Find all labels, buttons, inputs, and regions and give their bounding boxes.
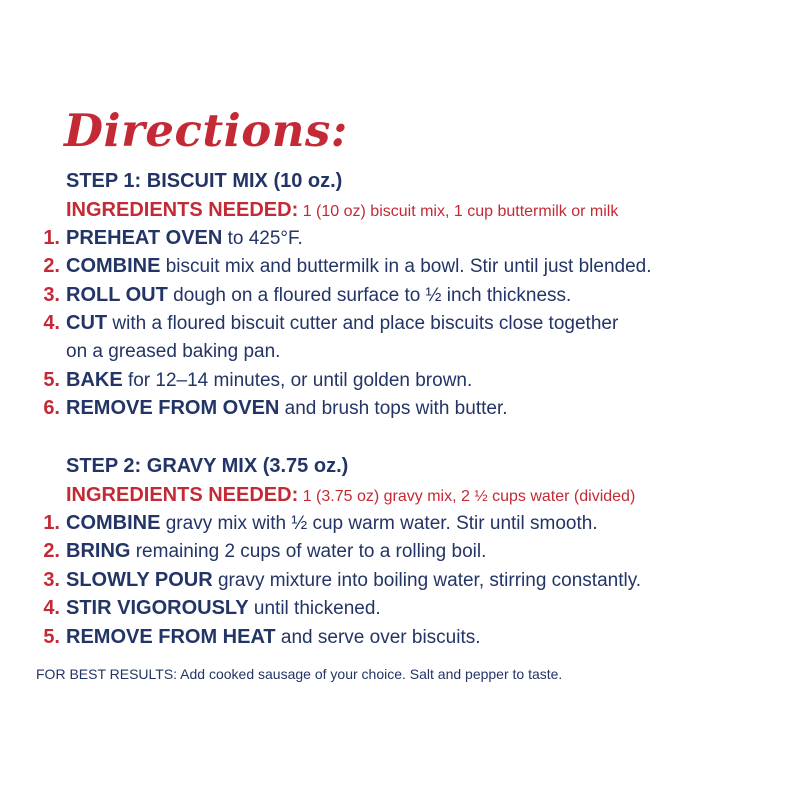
- step-description: until thickened.: [253, 598, 381, 619]
- step-description: and brush tops with butter.: [284, 398, 508, 419]
- step-number: 5.: [43, 626, 60, 648]
- step-description: biscuit mix and buttermilk in a bowl. Stir until just blended.: [165, 256, 652, 277]
- step-keyword: COMBINE: [66, 512, 161, 534]
- step2-item-5: [0, 626, 800, 655]
- step-number: 4.: [43, 597, 60, 619]
- step-text: [66, 227, 303, 250]
- step-keyword: CUT: [66, 312, 108, 334]
- step2-ingredients-label: INGREDIENTS NEEDED:: [66, 484, 299, 506]
- step-text: [66, 569, 641, 592]
- step-text: [66, 597, 381, 620]
- step-description: gravy mix with ½ cup warm water. Stir until smooth.: [165, 513, 598, 534]
- step1-item-4: [0, 312, 800, 341]
- step-keyword: SLOWLY POUR: [66, 569, 213, 591]
- step-description: and serve over biscuits.: [280, 627, 481, 648]
- step-description: remaining 2 cups of water to a rolling boil.: [135, 541, 487, 562]
- step-keyword: BAKE: [66, 369, 123, 391]
- step-number: 3.: [43, 284, 60, 306]
- step2-ingredients-text: 1 (3.75 oz) gravy mix, 2 ½ cups water (divided): [302, 488, 636, 505]
- step-number: 3.: [43, 569, 60, 591]
- step-keyword: BRING: [66, 540, 131, 562]
- step1-item-5: [0, 369, 800, 398]
- step1-ingredients-text: 1 (10 oz) biscuit mix, 1 cup buttermilk or milk: [302, 203, 619, 220]
- step1-title: STEP 1: BISCUIT MIX (10 oz.): [66, 170, 343, 192]
- step-text: [66, 312, 618, 335]
- step-text: [66, 512, 598, 535]
- step2-ingredients: [66, 484, 635, 507]
- step1-item-3: [0, 284, 800, 313]
- step-text: [66, 540, 486, 563]
- step-text: [66, 284, 571, 307]
- step1-item-4-continuation: on a greased baking pan.: [66, 341, 281, 362]
- directions-heading: Directions:: [64, 104, 348, 157]
- step-number: 1.: [43, 227, 60, 249]
- step1-item-2: [0, 255, 800, 284]
- step-text: [66, 626, 481, 649]
- step2-title: STEP 2: GRAVY MIX (3.75 oz.): [66, 455, 349, 477]
- step-number: 2.: [43, 540, 60, 562]
- step1-item-1: [0, 227, 800, 256]
- step-description: for 12–14 minutes, or until golden brown.: [127, 370, 473, 391]
- step-number: 2.: [43, 255, 60, 277]
- step-description: dough on a floured surface to ½ inch thickness.: [173, 285, 572, 306]
- step-description: gravy mixture into boiling water, stirring constantly.: [217, 570, 642, 591]
- step-number: 1.: [43, 512, 60, 534]
- step-number: 6.: [43, 397, 60, 419]
- step-keyword: ROLL OUT: [66, 284, 168, 306]
- step-keyword: PREHEAT OVEN: [66, 227, 223, 249]
- step-text: [66, 255, 652, 278]
- step-keyword: COMBINE: [66, 255, 161, 277]
- step2-item-1: [0, 512, 800, 541]
- step-keyword: REMOVE FROM OVEN: [66, 397, 280, 419]
- step-text: [66, 397, 508, 420]
- step-keyword: REMOVE FROM HEAT: [66, 626, 276, 648]
- step2-item-4: [0, 597, 800, 626]
- step-description: with a floured biscuit cutter and place biscuits close together: [112, 313, 619, 334]
- step-number: 4.: [43, 312, 60, 334]
- step2-item-3: [0, 569, 800, 598]
- step-number: 5.: [43, 369, 60, 391]
- step-keyword: STIR VIGOROUSLY: [66, 597, 249, 619]
- step-text: [66, 369, 472, 392]
- step1-item-6: [0, 397, 800, 426]
- step-description: to 425°F.: [227, 228, 303, 249]
- step2-item-2: [0, 540, 800, 569]
- best-results-note: FOR BEST RESULTS: Add cooked sausage of your choice. Salt and pepper to taste.: [36, 666, 563, 682]
- step1-ingredients: [66, 199, 618, 222]
- step1-ingredients-label: INGREDIENTS NEEDED:: [66, 199, 299, 221]
